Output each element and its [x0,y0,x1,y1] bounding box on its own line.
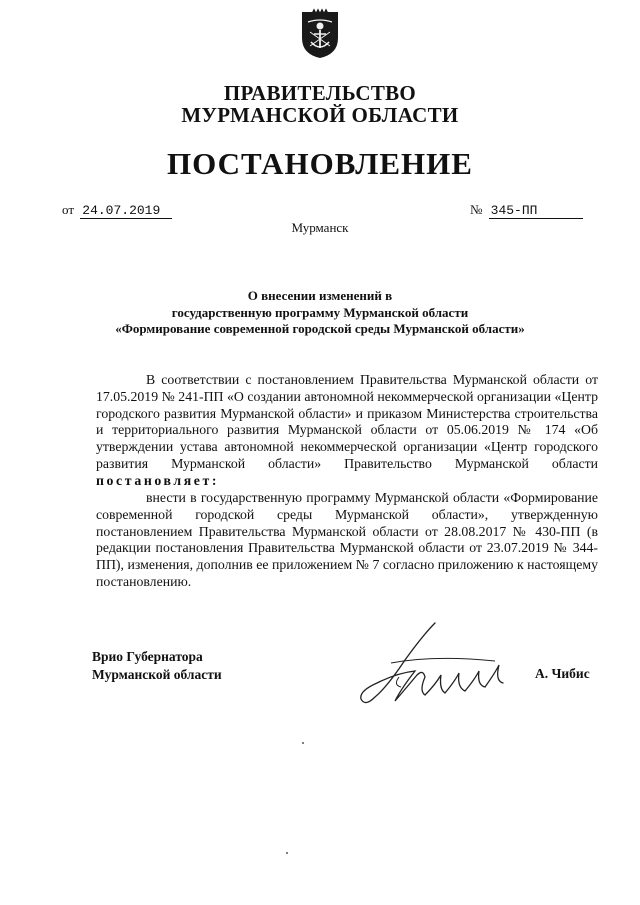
coat-of-arms-icon [298,8,342,60]
paragraph1-text: В соответствии с постановлением Правительства Мурманской области от 17.05.2019 № 241-ПП «О создании автономной некоммерческой организации «Центр городского развития Мурманской области» и приказом Министерства строительства и территориального развития Мурманской области от 05.06.2019 № 174 «Об утверждении устава автономной некоммерческой организации «Центр городского развития Мурманской области» Правительство Мурманской области [96,372,598,471]
date-prefix: от [62,202,75,217]
government-title-line1: ПРАВИТЕЛЬСТВО [223,81,417,105]
document-type-title: ПОСТАНОВЛЕНИЕ [167,146,473,181]
number-value: 345-ПП [489,203,583,219]
body-paragraph-2: внести в государственную программу Мурманской области «Формирование современной городской среды Мурманской области», утвержденную постановлением Правительства Мурманской области от 28.08.2017 № 430-ПП (в редакции постановления Правительства Мурманской области от 23.07.2019 № 344-ПП), изменения, дополнив ее приложением № 7 согласно приложению к настоящему постановлению. [96,490,598,589]
scan-speck [286,852,288,854]
scan-speck [302,742,304,744]
date-value: 24.07.2019 [80,203,172,219]
document-date [62,202,172,219]
resolves-keyword: постановляет: [96,472,220,488]
signer-position-line2: Мурманской области [92,667,222,682]
document-subject [0,288,640,338]
signer-name: А. Чибис [535,666,590,681]
handwritten-signature [335,615,525,715]
signer-position [92,648,222,684]
subject-line3: «Формирование современной городской среды Мурманской области» [115,321,525,336]
city-name: Мурманск [291,220,349,235]
body-paragraph-1 [96,372,598,490]
number-prefix: № [470,202,483,217]
signer-position-line1: Врио Губернатора [92,649,203,664]
government-title-line2: МУРМАНСКОЙ ОБЛАСТИ [181,103,459,127]
subject-line2: государственную программу Мурманской области [171,304,469,320]
subject-line1: О внесении изменений в [247,288,393,303]
document-number [470,202,583,219]
